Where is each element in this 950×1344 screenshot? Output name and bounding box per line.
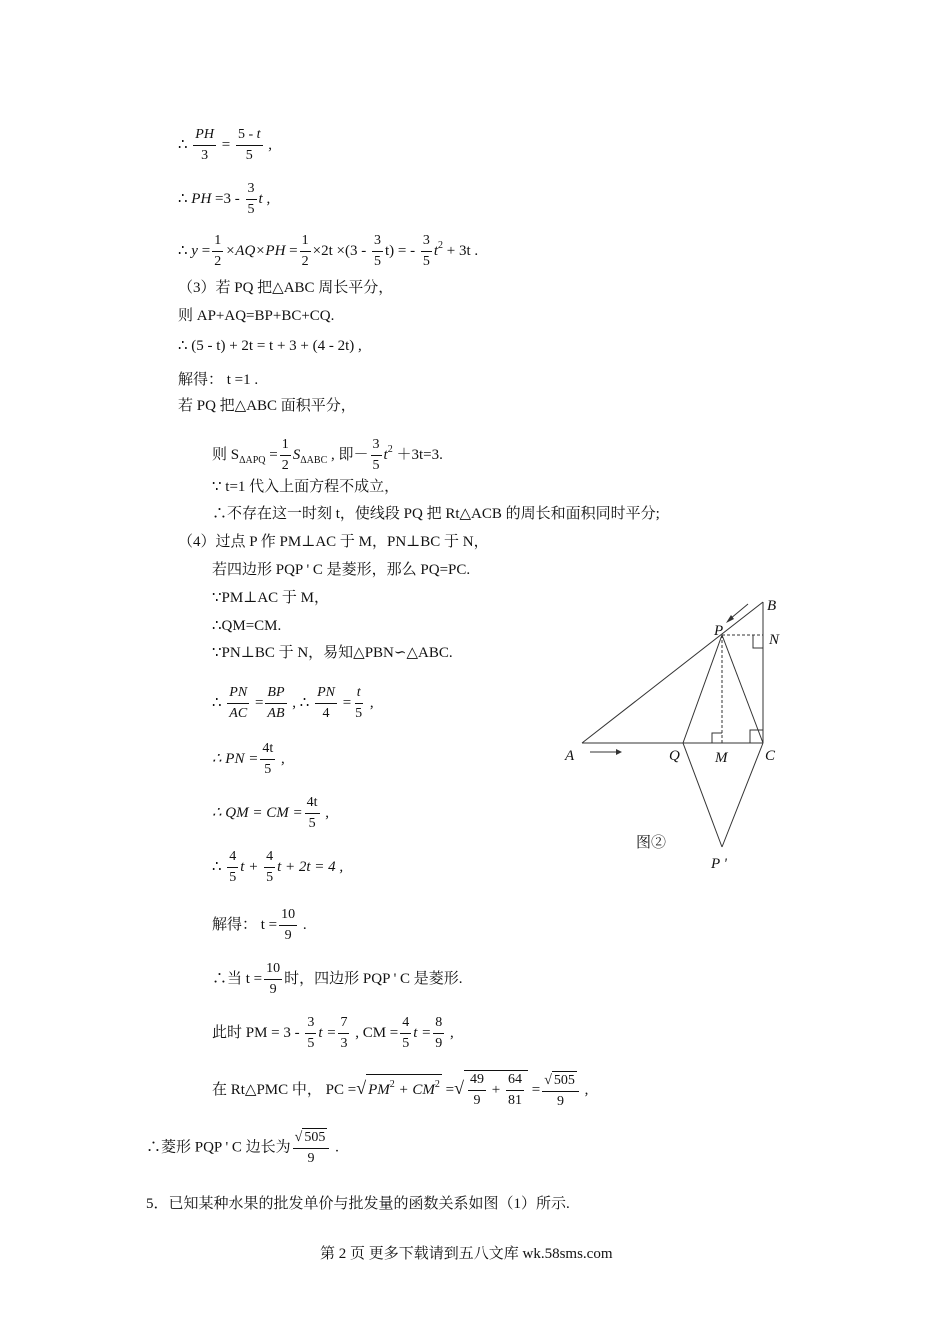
denominator: 5: [373, 254, 381, 269]
text: + 3t .: [443, 242, 479, 259]
text-line-11: ∴不存在这一时刻 t，使线段 PQ 把 Rt△ACB 的周长和面积同时平分;: [212, 506, 660, 522]
eq-line-17: [212, 684, 374, 723]
eq-line-3: [178, 232, 478, 271]
num-part: t: [256, 127, 261, 142]
numerator: [236, 126, 263, 146]
text: 此时 PM = 3 -: [212, 1024, 304, 1041]
punct: ,: [264, 136, 272, 153]
numerator: 4t: [305, 794, 320, 814]
text-line-12: （4）过点 P 作 PM⊥AC 于 M，PN⊥BC 于 N，: [178, 534, 489, 550]
label-P-prime: P ': [711, 856, 727, 872]
text-line-7: 解得： t =1 .: [178, 372, 259, 388]
text: t =: [413, 1024, 432, 1041]
text: ∴ QM = CM =: [212, 804, 303, 821]
denominator: AB: [267, 706, 285, 721]
numerator: BP: [265, 684, 286, 704]
text: =: [338, 694, 352, 711]
text: ＋3t=3.: [392, 446, 443, 463]
numerator: PH: [193, 126, 216, 146]
numerator: 10: [264, 960, 282, 980]
denominator: 5: [422, 254, 430, 269]
denominator: 5: [372, 458, 380, 473]
fraction: [236, 126, 263, 165]
eq-line-1: ∴ $\frac{PH}{3}$ = $\frac{5 - t}{5}$ ,: [178, 127, 272, 163]
numerator: PN: [315, 684, 337, 704]
text-line-6: ∴ (5 - t) + 2t = t + 3 + (4 - 2t) ,: [178, 338, 362, 354]
fraction: [468, 1071, 486, 1110]
numerator: 1: [300, 232, 311, 252]
denominator: 5: [308, 816, 316, 831]
text-line-16: ∵PN⊥BC 于 N，易知△PBN∽△ABC.: [212, 645, 453, 661]
denominator: 2: [301, 254, 309, 269]
denominator: 5: [264, 762, 272, 777]
var: t: [383, 446, 388, 463]
text: ∴ PN =: [212, 750, 259, 767]
numerator: 8: [433, 1014, 444, 1034]
fraction: [506, 1071, 524, 1110]
fraction: [212, 232, 223, 271]
text-line-8: 若 PQ 把△ABC 面积平分，: [178, 398, 356, 414]
denominator: 9: [473, 1093, 481, 1108]
text: +: [488, 1081, 504, 1098]
numerator: 3: [371, 436, 382, 456]
text: =3 -: [211, 190, 244, 207]
radicand: 505: [304, 1130, 326, 1145]
numerator: 7: [338, 1014, 349, 1034]
denominator: 9: [269, 982, 277, 997]
fraction: [265, 684, 286, 723]
fraction: [305, 794, 320, 833]
radicand: [366, 1074, 442, 1100]
text: , ∴: [288, 694, 314, 711]
fraction: [305, 1014, 316, 1053]
text: t + 2t = 4 ,: [277, 858, 344, 875]
text: ∴菱形 PQP ' C 边长为: [146, 1139, 291, 1156]
denominator: 9: [557, 1093, 565, 1109]
radicand: 505: [553, 1072, 575, 1088]
numerator: 4: [264, 848, 275, 868]
label-A: A: [565, 748, 575, 764]
page-footer: 第 2 页 更多下载请到五八文库 wk.58sms.com: [320, 1246, 613, 1262]
eq-line-9: [212, 436, 443, 475]
var: PH: [191, 190, 212, 207]
segment-PQ: [683, 635, 722, 743]
denominator: 3: [201, 148, 209, 163]
therefore-symbol: ∴: [178, 242, 192, 259]
subscript: ΔAPQ: [239, 454, 266, 466]
text: , CM =: [351, 1024, 399, 1041]
numerator: 4: [227, 848, 238, 868]
text: =: [441, 1081, 455, 1098]
fraction: [421, 232, 432, 271]
denominator: 5: [245, 148, 253, 163]
text: 则 S: [212, 446, 240, 463]
therefore-symbol: ∴: [212, 694, 226, 711]
numerator: 49: [468, 1071, 486, 1091]
fraction: [371, 436, 382, 475]
punct: ,: [262, 190, 271, 207]
denominator: 5: [307, 1036, 315, 1051]
fraction: [264, 960, 282, 999]
eq-line-20: [212, 848, 343, 887]
denominator: 2: [214, 254, 222, 269]
numerator: √ 505: [542, 1071, 579, 1092]
sqrt-sign: √: [454, 1077, 464, 1098]
numerator: 64: [506, 1071, 524, 1091]
label-Q: Q: [669, 748, 680, 764]
denominator: 9: [435, 1036, 443, 1051]
var: t: [258, 190, 263, 207]
numerator: √ 505: [293, 1128, 330, 1149]
fraction: [279, 906, 297, 945]
num-part: 5 -: [237, 127, 257, 142]
therefore-symbol: ∴: [212, 858, 226, 875]
text: ∴当 t =: [212, 970, 263, 987]
question-5: 5．已知某种水果的批发单价与批发量的函数关系如图（1）所示.: [146, 1196, 570, 1212]
text: ,: [277, 750, 285, 767]
text: =: [197, 242, 211, 259]
segment-PprimeC: [722, 743, 763, 847]
eq-line-2: [178, 180, 270, 219]
text-line-10: ∵ t=1 代入上面方程不成立，: [212, 479, 400, 495]
text-line-14: ∵PM⊥AC 于 M，: [212, 590, 330, 606]
var: t: [433, 242, 439, 259]
eq-line-24: [212, 1070, 588, 1111]
eq-line-21: [212, 906, 307, 945]
geometry-figure: [560, 590, 810, 890]
fraction: [542, 1071, 579, 1111]
text: =: [251, 694, 264, 711]
text: t) = -: [384, 242, 419, 259]
label-P: P: [714, 623, 724, 639]
text: =: [527, 1081, 541, 1098]
numerator: 3: [305, 1014, 316, 1034]
denominator: 5: [247, 202, 255, 217]
denominator: 5: [266, 870, 274, 885]
right-angle-mark-M: [712, 733, 722, 743]
therefore-symbol: ∴: [178, 190, 192, 207]
fraction: [227, 684, 249, 723]
fraction: [293, 1128, 330, 1168]
label-B: B: [767, 598, 777, 614]
fraction: [315, 684, 337, 723]
label-M: M: [715, 750, 728, 766]
numerator: 3: [372, 232, 383, 252]
eq-line-25: [146, 1128, 339, 1168]
var: y: [191, 242, 198, 259]
eq-line-18: [212, 740, 285, 779]
eq-line-22: [212, 960, 463, 999]
denominator: 5: [229, 870, 237, 885]
fraction: [264, 848, 275, 887]
numerator: PN: [227, 684, 249, 704]
fraction: [260, 740, 275, 779]
radicand: [464, 1070, 528, 1110]
text: 时，四边形 PQP ' C 是菱形.: [284, 970, 463, 987]
figure-caption: 图②: [636, 835, 667, 851]
fraction: [193, 126, 216, 165]
therefore-symbol: ∴: [178, 136, 188, 153]
fraction: [280, 436, 291, 475]
denominator: 4: [322, 706, 330, 721]
right-angle-mark-N: [753, 635, 763, 648]
var: + CM: [394, 1081, 435, 1098]
numerator: 4: [400, 1014, 411, 1034]
text: t =: [318, 1024, 337, 1041]
exponent: 2: [387, 443, 393, 455]
denominator: 3: [340, 1036, 348, 1051]
text: t +: [240, 858, 263, 875]
sqrt-sign: √: [356, 1077, 367, 1098]
denominator: 9: [284, 928, 292, 943]
numerator: 1: [280, 436, 291, 456]
text: 解得： t =: [212, 916, 278, 933]
fraction: [353, 684, 364, 723]
fraction: [433, 1014, 444, 1053]
fraction: [227, 848, 238, 887]
numerator: 10: [279, 906, 297, 926]
arrow-A-head: [616, 749, 622, 755]
text-line-4: （3）若 PQ 把△ABC 周长平分，: [178, 280, 394, 296]
arrow-B-shaft: [730, 604, 748, 619]
text: .: [299, 916, 307, 933]
numerator: t: [355, 684, 363, 704]
label-C: C: [765, 748, 776, 764]
eq-line-19: [212, 794, 329, 833]
exponent: 2: [438, 239, 444, 251]
denominator: 5: [355, 706, 363, 721]
text: , 即－: [327, 446, 369, 463]
text: 在 Rt△PMC 中， PC =: [212, 1081, 357, 1098]
text: ×AQ×PH: [225, 242, 286, 259]
denominator: 81: [507, 1093, 522, 1108]
text-line-13: 若四边形 PQP ' C 是菱形，那么 PQ=PC.: [212, 562, 471, 578]
denominator: 5: [402, 1036, 410, 1051]
denominator: AC: [229, 706, 248, 721]
fraction: [246, 180, 257, 219]
eq-line-23: [212, 1014, 454, 1053]
text: ,: [366, 694, 374, 711]
fraction: [372, 232, 383, 271]
text: =: [285, 242, 298, 259]
exponent: 2: [434, 1078, 440, 1090]
text: ,: [580, 1081, 589, 1098]
label-N: N: [769, 632, 780, 648]
text: ,: [446, 1024, 454, 1041]
var: PM: [368, 1081, 390, 1098]
fraction: [338, 1014, 349, 1053]
numerator: 1: [212, 232, 223, 252]
fraction: [400, 1014, 411, 1053]
numerator: 3: [246, 180, 257, 200]
subscript: ΔABC: [300, 454, 328, 466]
fraction: [300, 232, 311, 271]
exponent: 2: [389, 1078, 395, 1090]
numerator: 3: [421, 232, 432, 252]
text: =: [265, 446, 278, 463]
denominator: 2: [281, 458, 289, 473]
numerator: 4t: [260, 740, 275, 760]
segment-PC: [722, 635, 763, 743]
text-line-5: 则 AP+AQ=BP+BC+CQ.: [178, 308, 335, 324]
var: S: [292, 446, 301, 463]
text: ,: [321, 804, 330, 821]
text-line-15: ∴QM=CM.: [212, 618, 282, 634]
text: .: [331, 1139, 339, 1156]
denominator: 9: [307, 1151, 315, 1166]
text: ×2t ×(3 -: [312, 242, 370, 259]
